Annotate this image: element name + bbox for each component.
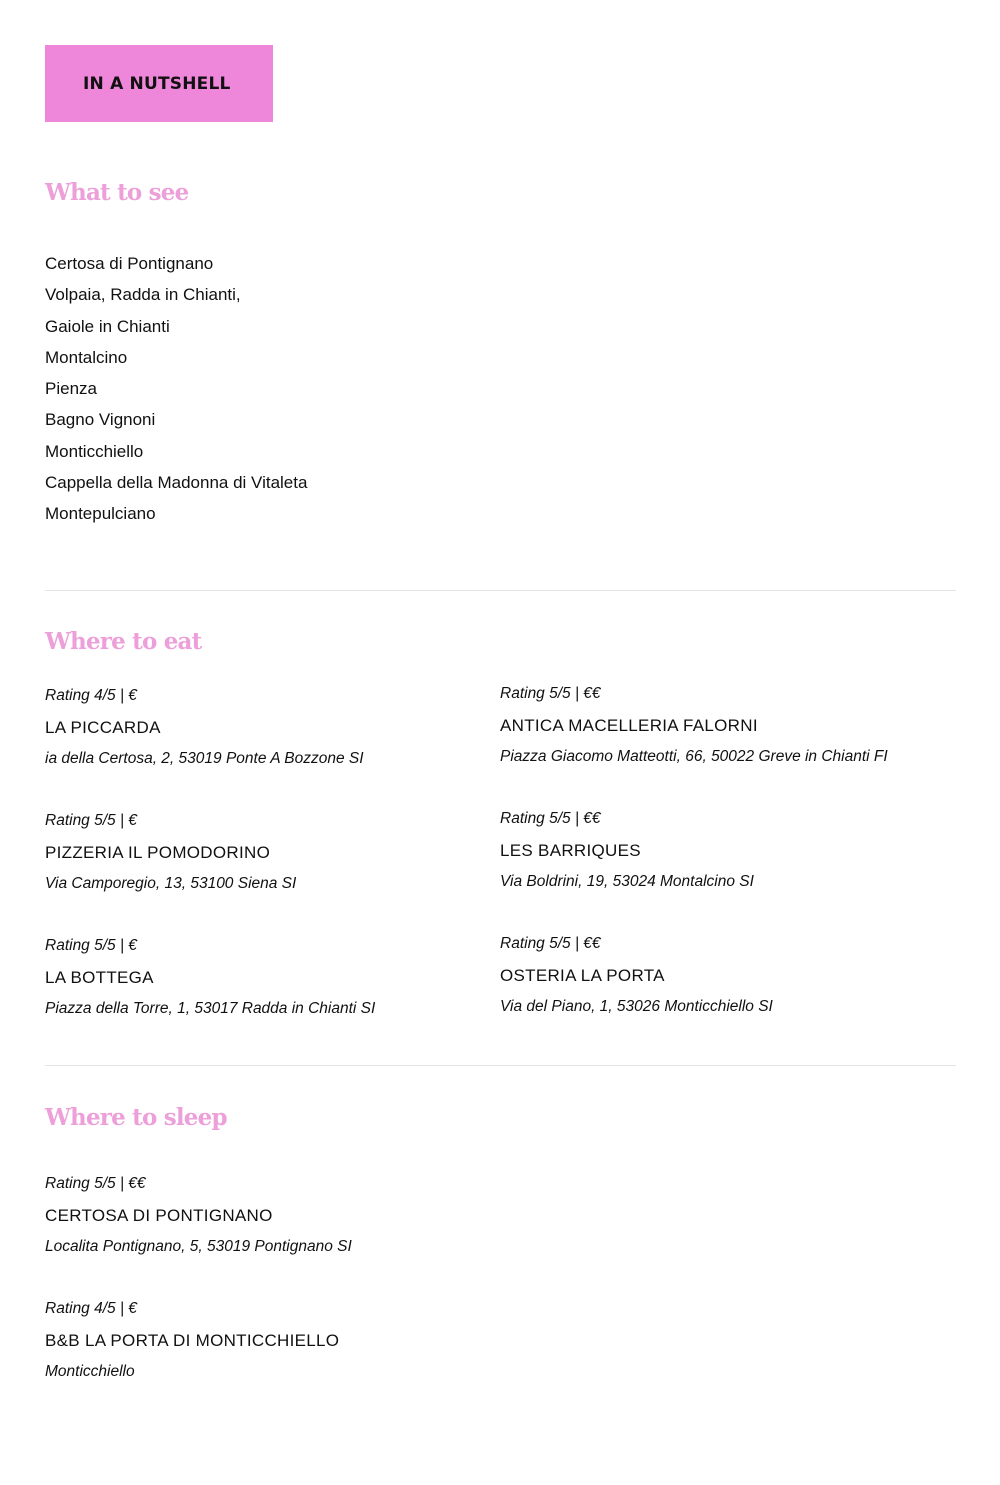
restaurant-card bbox=[45, 936, 495, 1019]
where-to-eat-heading: Where to eat bbox=[45, 628, 202, 655]
restaurant-card bbox=[45, 686, 495, 769]
restaurant-card bbox=[500, 684, 950, 767]
restaurant-address: ia della Certosa, 2, 53019 Ponte A Bozzone SI bbox=[45, 750, 364, 767]
restaurant-address: Piazza Giacomo Matteotti, 66, 50022 Greve in Chianti FI bbox=[500, 748, 888, 765]
list-item: Montepulciano bbox=[45, 504, 156, 524]
list-item: Pienza bbox=[45, 379, 97, 399]
restaurant-name: LES BARRIQUES bbox=[500, 841, 641, 860]
what-to-see-heading: What to see bbox=[45, 179, 189, 206]
restaurant-address: Via del Piano, 1, 53026 Monticchiello SI bbox=[500, 998, 773, 1015]
rating-label: Rating 5/5 | €€ bbox=[500, 810, 601, 827]
hotel-name: B&B LA PORTA DI MONTICCHIELLO bbox=[45, 1331, 340, 1350]
section-divider bbox=[45, 590, 956, 591]
list-item: Certosa di Pontignano bbox=[45, 254, 214, 273]
restaurant-card bbox=[45, 811, 495, 894]
list-item: Monticchiello bbox=[45, 441, 144, 461]
hotel-card bbox=[45, 1299, 495, 1382]
hotel-address: Localita Pontignano, 5, 53019 Pontignano SI bbox=[45, 1238, 352, 1255]
restaurant-card bbox=[500, 809, 950, 892]
list-item: Cappella della Madonna di Vitaleta bbox=[45, 473, 308, 493]
restaurant-name: LA PICCARDA bbox=[45, 718, 161, 737]
restaurant-address: Piazza della Torre, 1, 53017 Radda in Chianti SI bbox=[45, 1000, 376, 1017]
list-item: Montalcino bbox=[45, 347, 128, 367]
rating-label: Rating 5/5 | €€ bbox=[500, 935, 601, 952]
rating-label: Rating 4/5 | € bbox=[45, 1300, 137, 1317]
hotel-address: Monticchiello bbox=[45, 1363, 135, 1380]
restaurant-name: PIZZERIA IL POMODORINO bbox=[45, 843, 271, 862]
rating-label: Rating 5/5 | €€ bbox=[500, 685, 601, 702]
restaurant-name: OSTERIA LA PORTA bbox=[500, 966, 665, 985]
rating-label: Rating 5/5 | €€ bbox=[45, 1175, 146, 1192]
hotel-card bbox=[45, 1174, 495, 1257]
in-a-nutshell-badge bbox=[45, 45, 273, 122]
rating-label: Rating 5/5 | € bbox=[45, 812, 137, 829]
restaurant-name: ANTICA MACELLERIA FALORNI bbox=[500, 716, 758, 735]
badge-label: IN A NUTSHELL bbox=[83, 73, 231, 94]
rating-label: Rating 4/5 | € bbox=[45, 687, 137, 704]
restaurant-address: Via Camporegio, 13, 53100 Siena SI bbox=[45, 875, 297, 892]
where-to-sleep-heading: Where to sleep bbox=[45, 1104, 227, 1131]
section-divider bbox=[45, 1065, 956, 1066]
restaurant-address: Via Boldrini, 19, 53024 Montalcino SI bbox=[500, 873, 754, 890]
list-item: Gaiole in Chianti bbox=[45, 316, 170, 336]
list-item: Bagno Vignoni bbox=[45, 410, 156, 430]
rating-label: Rating 5/5 | € bbox=[45, 937, 137, 954]
list-item: Volpaia, Radda in Chianti, bbox=[45, 285, 241, 305]
restaurant-card bbox=[500, 934, 950, 1017]
restaurant-name: LA BOTTEGA bbox=[45, 968, 154, 987]
hotel-name: CERTOSA DI PONTIGNANO bbox=[45, 1206, 273, 1225]
what-to-see-list bbox=[45, 250, 307, 532]
